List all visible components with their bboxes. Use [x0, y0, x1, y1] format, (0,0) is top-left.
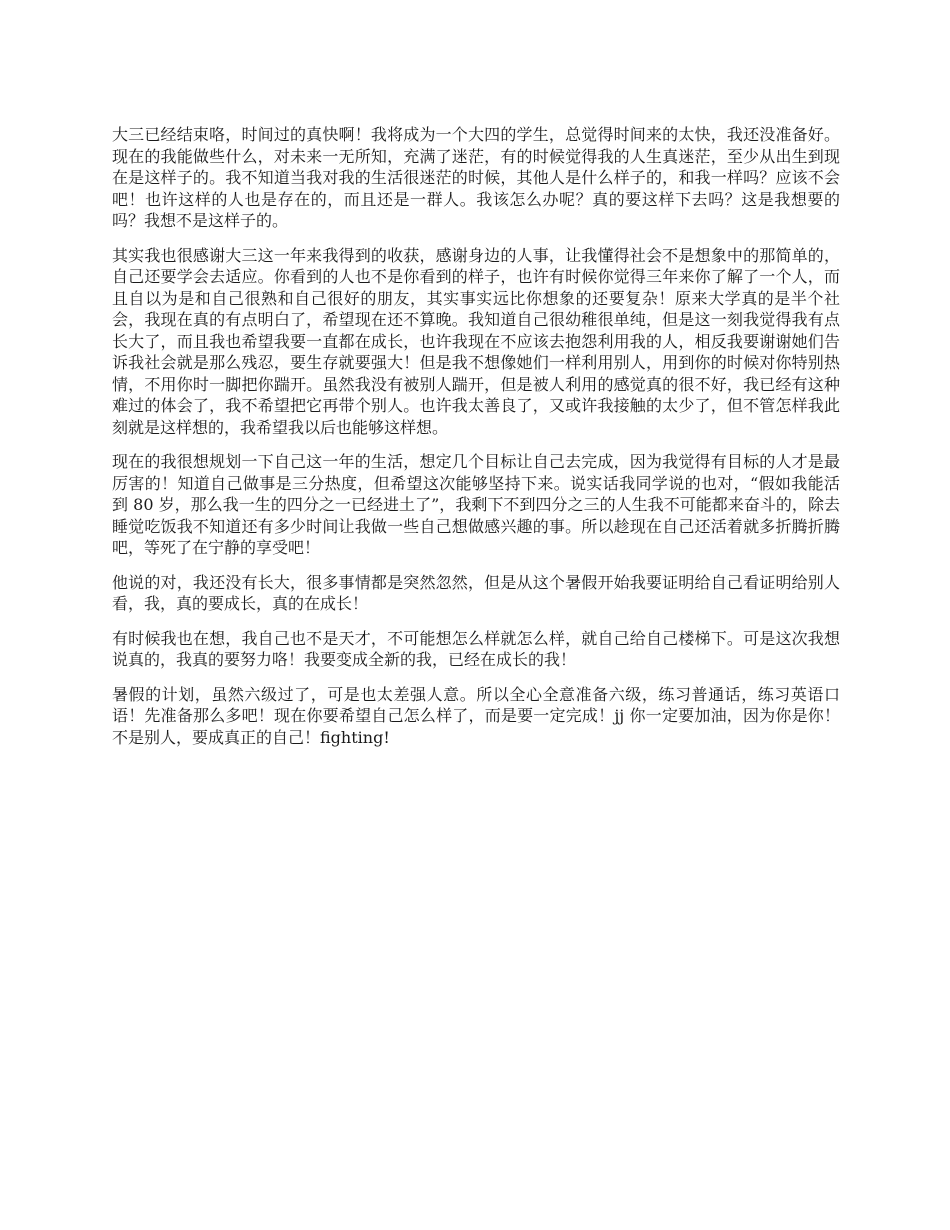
- paragraph-2: 其实我也很感谢大三这一年来我得到的收获，感谢身边的人事，让我懂得社会不是想象中的那简单的，自己还要学会去适应。你看到的人也不是你看到的样子，也许有时候你觉得三年来你了解了一个人，而且自以为是和自己很熟和自己很好的朋友，其实事实远比你想象的还要复杂！原来大学真的是半个社会，我现在真的有点明白了，希望现在还不算晚。我知道自己很幼稚很单纯，但是这一刻我觉得我有点长大了，而且我也希望我要一直都在成长，也许我现在不应该去抱怨利用我的人，相反我要谢谢她们告诉我社会就是那么残忍，要生存就要强大！但是我不想像她们一样利用别人，用到你的时候对你特别热情，不用你时一脚把你踹开。虽然我没有被别人踹开，但是被人利用的感觉真的很不好，我已经有这种难过的体会了，我不希望把它再带个别人。也许我太善良了，又或许我接触的太少了，但不管怎样我此刻就是这样想的，我希望我以后也能够这样想。: [112, 245, 840, 437]
- paragraph-6: 暑假的计划，虽然六级过了，可是也太差强人意。所以全心全意准备六级，练习普通话，练习英语口语！先准备那么多吧！现在你要希望自己怎么样了，而是要一定完成！jj 你一定要加油，因为你是你！不是别人，要成真正的自己！fighting!: [112, 684, 840, 747]
- paragraph-5: 有时候我也在想，我自己也不是天才，不可能想怎么样就怎么样，就自己给自己楼梯下。可是这次我想说真的，我真的要努力咯！我要变成全新的我，已经在成长的我！: [112, 628, 840, 669]
- paragraph-3: 现在的我很想规划一下自己这一年的生活，想定几个目标让自己去完成，因为我觉得有目标的人才是最厉害的！知道自己做事是三分热度，但希望这次能够坚持下来。说实话我同学说的也对，“假如我能活到 80 岁，那么我一生的四分之一已经进土了”，我剩下不到四分之三的人生我不可能都来奋斗的，除去睡觉吃饭我不知道还有多少时间让我做一些自己想做感兴趣的事。所以趁现在自己还活着就多折腾折腾吧，等死了在宁静的享受吧！: [112, 452, 840, 557]
- paragraph-1: 大三已经结束咯，时间过的真快啊！我将成为一个大四的学生，总觉得时间来的太快，我还没准备好。现在的我能做些什么，对未来一无所知，充满了迷茫，有的时候觉得我的人生真迷茫，至少从出生到现在是这样子的。我不知道当我对我的生活很迷茫的时候，其他人是什么样子的，和我一样吗？应该不会吧！也许这样的人也是存在的，而且还是一群人。我该怎么办呢？真的要这样下去吗？这是我想要的吗？我想不是这样子的。: [112, 125, 840, 230]
- paragraph-4: 他说的对，我还没有长大，很多事情都是突然忽然，但是从这个暑假开始我要证明给自己看证明给别人看，我，真的要成长，真的在成长！: [112, 572, 840, 613]
- document-body: [112, 124, 840, 761]
